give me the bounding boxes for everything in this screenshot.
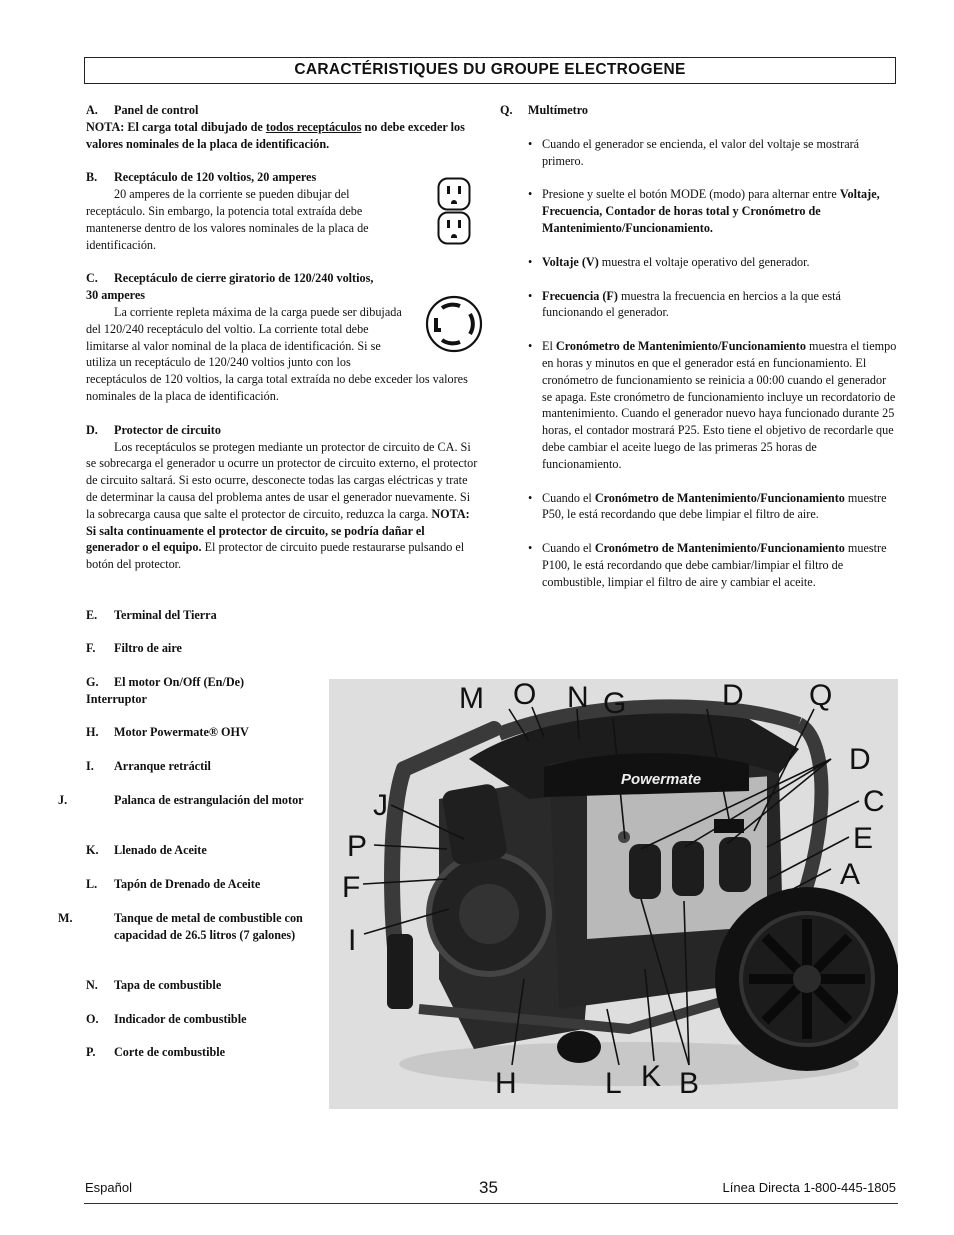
item-c [86,270,478,404]
item-text: Filtro de aire [114,641,182,655]
footer-language: Español [85,1180,132,1195]
list-item [86,842,316,859]
left-column [86,102,478,590]
duplex-outlet-icon [437,177,471,211]
nota-text: NOTA: El carga total dibujado de [86,119,266,134]
bullet-text-end: muestra el tiempo en horas y minutos en que el generador está en funcionamiento. El cronómetro de funcionamiento se reinicia a 00:00 cuando el generador se apaga. Este cronómetro de funcionamiento incluye un recordatorio de mantenimiento. Cuando el generador nuevo haya funcionado durante 25 horas, el contador mostrará P25. Esto tiene el objetivo de recordarle que debe cambiar el aceite luego de las primeras 25 horas de funcionamiento. [542,339,897,471]
bullet-bold: Voltaje, Frecuencia, Contador de horas total y Cronómetro de Mantenimiento/Funcionamiento. [542,187,880,235]
item-text: Terminal del Tierra [114,608,217,622]
bullet [500,490,898,524]
item-letter: H. [86,725,99,739]
bullet [500,254,898,271]
list-item [86,640,316,657]
bullet-bold: Frecuencia (F) [542,288,618,303]
item-b [86,169,408,253]
callout-m: M [459,682,484,715]
item-letter: G. [86,675,99,689]
item-text: Tanque de metal de combustible con capacidad de 26.5 litros (7 galones) [114,911,303,942]
twist-lock-outlet-icon [424,294,484,354]
item-text: Llenado de Aceite [114,843,207,857]
bullet-bold: Cronómetro de Mantenimiento/Funcionamiento [594,541,845,556]
section-header [84,57,896,84]
item-d [86,422,478,573]
callout-l: L [605,1067,622,1100]
item-letter: Q. [500,103,513,117]
callout-j: J [373,789,388,822]
list-item [86,876,316,893]
list-item [86,758,316,775]
duplex-outlet-icon [437,211,471,245]
item-body: 20 amperes de la corriente se pueden dibujar del receptáculo. Sin embargo, la potencia total extraída debe mantenerse dentro de los valores nominales de la placa de identificación. [86,187,369,252]
item-text: Tapa de combustible [114,978,222,992]
callout-i: I [348,924,357,957]
bullet-bold: Cronómetro de Mantenimiento/Funcionamiento [594,490,845,505]
item-letter: L. [86,877,98,891]
generator-diagram [329,679,898,1109]
body-text: Los receptáculos se protegen mediante un protector de circuito de CA. Si se sobrecarga el generador u ocurre un protector de circuito externo, el protector de circuito saltará. Si esto ocurre, desconecte todas las cargas eléctricas y trate de determinar la causa del problema antes de usar el generador nuevamente. Si la sobrecarga causa que salte el protector de circuito, reduzca la carga. [86,439,478,521]
nota-text-end: no debe exceder los valores nominales de la placa de identificación. [86,119,465,151]
callout-k: K [641,1060,662,1093]
callout-q: Q [809,679,833,712]
item-letter: F. [86,641,96,655]
bullet-text: El [542,339,556,354]
footer-rule [84,1203,898,1204]
list-item [86,674,286,708]
bullet-text-end: muestre P100, le está recordando que debe cambiar/limpiar el filtro de combustible, limpiar el filtro de aire y cambiar el aceite. [542,541,887,589]
body-text-end: El protector de circuito puede restaurarse pulsando el botón del protector. [86,540,465,572]
item-body-text: La corriente repleta máxima de la carga puede ser dibujada del 120/240 receptáculo del voltio. La corriente total debe limitarse al valor nominal de la placa de identificación. Si se utiliza un receptáculo de 120/240 voltios junto con los receptáculos de 120 voltios, la carga total extraída no debe exceder los valores nominales de la placa de identificación. [86,304,468,403]
item-text: Motor Powermate® OHV [114,725,249,739]
bullet-text: Cuando el [542,490,595,505]
item-text: Indicador de combustible [114,1012,247,1026]
list-item [58,792,329,809]
nota-underlined: todos receptáculos [265,119,362,134]
item-letter: A. [86,103,98,117]
item-text: Palanca de estrangulación del motor [114,793,304,807]
item-letter: D. [86,422,98,437]
section-title: CARACTÉRISTIQUES DU GROUPE ELECTROGENE [294,61,686,78]
bullet-text: muestra la frecuencia en hercios a la que está funcionando el generador. [542,288,841,320]
item-text: Corte de combustible [114,1045,226,1059]
brand-logo: Powermate [621,771,702,788]
item-letter: C. [86,271,98,286]
item-title: Panel de control [114,103,199,117]
right-column [500,102,898,608]
bullet [500,186,898,236]
list-item [86,607,316,624]
list-item [86,977,316,994]
item-letter: E. [86,608,98,622]
callout-g: G [603,687,627,720]
item-letter: P. [86,1045,96,1059]
callout-a: A [840,858,861,891]
bullet-text: Presione y suelte el botón MODE (modo) para alternar entre [542,187,840,202]
bullet-text: muestra el voltaje operativo del generador. [598,254,810,269]
item-title: Receptáculo de 120 voltios, 20 amperes [114,170,317,185]
list-item [86,1011,316,1028]
item-letter: M. [58,911,73,925]
item-body [86,304,478,405]
item-title: Receptáculo de cierre giratorio de 120/240 voltios, [114,271,374,286]
bullet [500,338,898,472]
callout-d: D [849,743,871,776]
bullet [500,288,898,322]
list-item [86,1044,316,1061]
bullet-bold: Cronómetro de Mantenimiento/Funcionamiento [555,339,806,354]
bullet [500,540,898,590]
item-letter: B. [86,170,98,185]
callout-n: N [567,681,589,714]
item-body [86,439,478,573]
item-a [86,102,478,152]
item-letter: N. [86,978,98,992]
item-q [500,102,898,119]
callout-p: P [347,830,368,863]
callout-d-top: D [722,679,744,712]
page-number: 35 [479,1178,498,1197]
bullet: • Cuando el generador se encienda, el valor del voltaje se mostrará primero. [500,136,898,170]
item-letter: K. [86,843,99,857]
item-text: El motor On/Off (En/De) Interruptor [86,675,245,706]
item-letter: J. [58,793,68,807]
body-bold: NOTA: Si salta continuamente el protector de circuito, se podría dañar el generador o el equipo. [86,506,470,555]
item-letter: O. [86,1012,99,1026]
callout-c: C [863,785,885,818]
item-title-line2: 30 amperes [86,288,146,303]
list-item [86,724,316,741]
callout-e: E [853,822,874,855]
list-item [58,910,342,944]
bullet-text-end: muestre P50, le está recordando que debe limpiar el filtro de aire. [542,490,887,522]
generator-photo [329,679,898,1109]
item-text: Tapón de Drenado de Aceite [114,877,261,891]
bullet-text: Cuando el [542,541,595,556]
item-title: Multímetro [528,103,589,117]
nota [86,119,478,153]
item-text: Arranque retráctil [114,759,211,773]
footer-hotline: Línea Directa 1-800-445-1805 [722,1180,896,1195]
callout-o: O [513,679,537,711]
item-letter: I. [86,759,94,773]
item-title: Protector de circuito [114,422,221,437]
callout-b: B [679,1067,700,1100]
callout-h: H [495,1067,517,1100]
callout-f: F [342,871,361,904]
bullet-bold: Voltaje (V) [542,254,599,269]
